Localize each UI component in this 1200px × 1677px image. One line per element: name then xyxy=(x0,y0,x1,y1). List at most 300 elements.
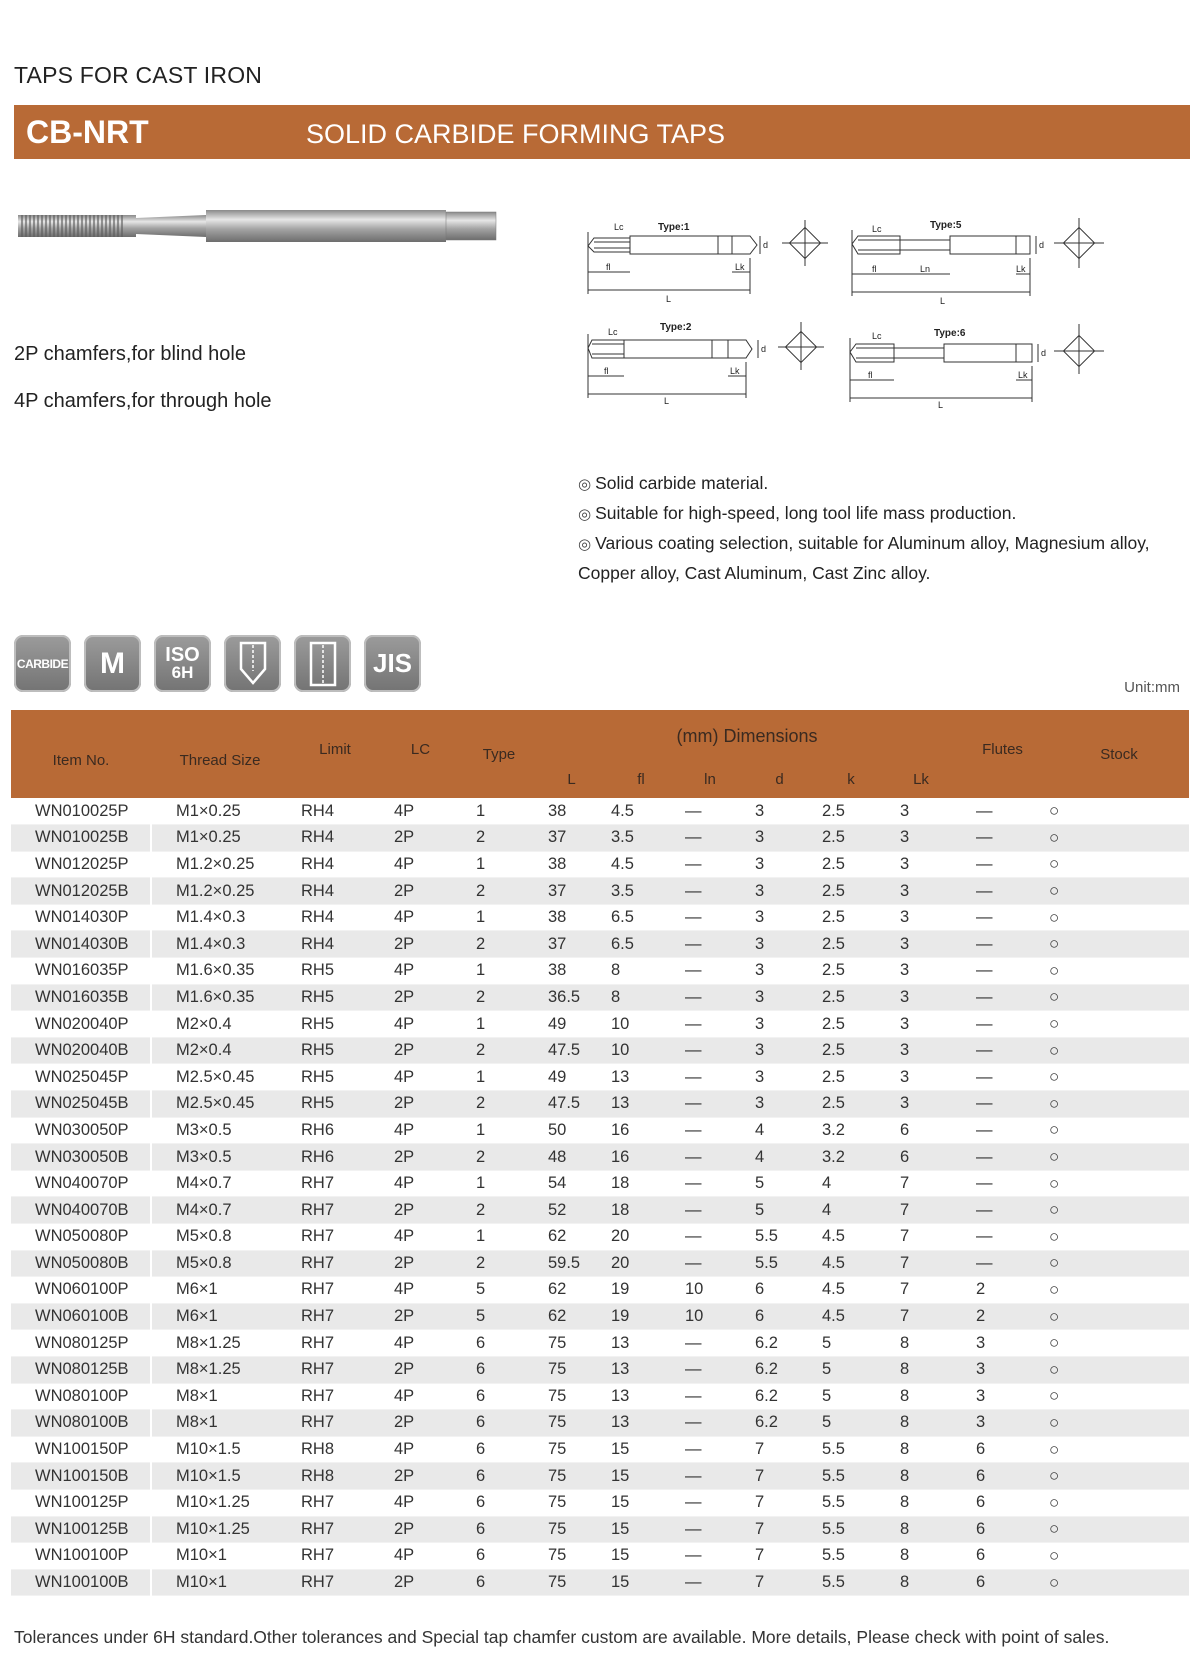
table-row xyxy=(11,1091,1189,1118)
cell-limit: RH7 xyxy=(289,1224,381,1251)
table-row xyxy=(11,1356,1189,1383)
cell-type: 6 xyxy=(460,1543,538,1570)
cell-limit: RH7 xyxy=(289,1197,381,1224)
l-label: L xyxy=(666,294,672,303)
cell-limit: RH7 xyxy=(289,1410,381,1437)
cell-item-no: WN040070B xyxy=(11,1197,151,1224)
cell-type: 1 xyxy=(460,958,538,985)
cell-item-no: WN100150P xyxy=(11,1436,151,1463)
bullet-icon: ◎ xyxy=(578,476,592,493)
cell-type: 2 xyxy=(460,1250,538,1277)
ln-label: Ln xyxy=(920,264,931,274)
table-row xyxy=(11,1410,1189,1437)
cell-limit: RH5 xyxy=(289,984,381,1011)
cell-square-lk: 8 xyxy=(886,1436,956,1463)
cell-shank-d: 3 xyxy=(743,958,816,985)
cell-type: 6 xyxy=(460,1463,538,1490)
cell-limit: RH4 xyxy=(289,825,381,852)
cell-item-no: WN010025B xyxy=(11,825,151,852)
table-row xyxy=(11,1064,1189,1091)
cell-flute-length: 13 xyxy=(605,1356,677,1383)
cell-item-no: WN025045B xyxy=(11,1091,151,1118)
cell-flute-length: 13 xyxy=(605,1064,677,1091)
table-row xyxy=(11,1170,1189,1197)
cell-square-lk: 3 xyxy=(886,1091,956,1118)
cell-flutes: — xyxy=(956,851,1049,878)
cell-flute-length: 19 xyxy=(605,1303,677,1330)
cell-flutes: — xyxy=(956,1117,1049,1144)
col-ln: ln xyxy=(704,771,716,788)
cell-flute-length: 4.5 xyxy=(605,798,677,825)
cell-stock: ○ xyxy=(1049,1064,1189,1091)
cell-stock: ○ xyxy=(1049,1516,1189,1543)
cell-thread-size: M6×1 xyxy=(151,1277,289,1304)
cell-limit: RH5 xyxy=(289,958,381,985)
cell-flute-length: 6.5 xyxy=(605,904,677,931)
cell-length-l: 38 xyxy=(538,958,605,985)
cell-item-no: WN080100P xyxy=(11,1383,151,1410)
cell-flutes: 3 xyxy=(956,1330,1049,1357)
cell-length-l: 75 xyxy=(538,1543,605,1570)
cell-neck-length: — xyxy=(677,1463,743,1490)
cell-item-no: WN100100B xyxy=(11,1569,151,1596)
lc-label: Lc xyxy=(872,331,882,341)
cell-square-k: 4 xyxy=(816,1197,886,1224)
cell-square-lk: 6 xyxy=(886,1117,956,1144)
cell-flute-length: 15 xyxy=(605,1569,677,1596)
cell-flute-length: 18 xyxy=(605,1197,677,1224)
cell-thread-size: M10×1.25 xyxy=(151,1489,289,1516)
cell-limit: RH5 xyxy=(289,1064,381,1091)
cell-square-lk: 7 xyxy=(886,1170,956,1197)
cell-flutes: 6 xyxy=(956,1543,1049,1570)
cell-limit: RH7 xyxy=(289,1250,381,1277)
cell-flutes: 6 xyxy=(956,1463,1049,1490)
cell-stock: ○ xyxy=(1049,1356,1189,1383)
type-5-diagram xyxy=(848,216,1108,306)
type-1-label: Type:1 xyxy=(658,222,690,233)
table-row xyxy=(11,1303,1189,1330)
col-thread-size: Thread Size xyxy=(179,751,261,769)
cell-lc: 2P xyxy=(381,825,460,852)
cell-shank-d: 3 xyxy=(743,798,816,825)
col-lc: LC xyxy=(410,740,431,758)
cell-stock: ○ xyxy=(1049,1383,1189,1410)
cell-lc: 2P xyxy=(381,1356,460,1383)
cell-limit: RH7 xyxy=(289,1356,381,1383)
cell-square-k: 2.5 xyxy=(816,851,886,878)
cell-shank-d: 3 xyxy=(743,1064,816,1091)
cell-lc: 2P xyxy=(381,1091,460,1118)
cell-square-k: 3.2 xyxy=(816,1144,886,1171)
cell-flutes: — xyxy=(956,931,1049,958)
cell-square-k: 5 xyxy=(816,1383,886,1410)
cell-flute-length: 15 xyxy=(605,1436,677,1463)
cell-flute-length: 16 xyxy=(605,1144,677,1171)
cell-length-l: 36.5 xyxy=(538,984,605,1011)
cell-lc: 4P xyxy=(381,1330,460,1357)
cell-shank-d: 5 xyxy=(743,1170,816,1197)
cell-flutes: 6 xyxy=(956,1516,1049,1543)
cell-stock: ○ xyxy=(1049,1250,1189,1277)
cell-shank-d: 3 xyxy=(743,851,816,878)
cell-item-no: WN014030P xyxy=(11,904,151,931)
cell-square-k: 2.5 xyxy=(816,1091,886,1118)
cell-flutes: — xyxy=(956,825,1049,852)
cell-square-lk: 7 xyxy=(886,1250,956,1277)
cell-shank-d: 7 xyxy=(743,1569,816,1596)
cell-stock: ○ xyxy=(1049,1303,1189,1330)
d-label: d xyxy=(1041,348,1047,358)
cell-square-k: 4.5 xyxy=(816,1303,886,1330)
cell-neck-length: — xyxy=(677,1064,743,1091)
cell-square-lk: 3 xyxy=(886,958,956,985)
cell-square-lk: 8 xyxy=(886,1489,956,1516)
cell-limit: RH7 xyxy=(289,1543,381,1570)
footer-note: Tolerances under 6H standard.Other tolerances and Special tap chamfer custom are available. More details, Please check with point of sales. xyxy=(14,1627,1110,1647)
cell-type: 2 xyxy=(460,825,538,852)
product-subtitle: SOLID CARBIDE FORMING TAPS xyxy=(306,119,726,149)
table-row xyxy=(11,798,1189,825)
col-k: k xyxy=(847,771,855,788)
cell-stock: ○ xyxy=(1049,1117,1189,1144)
cell-item-no: WN030050B xyxy=(11,1144,151,1171)
cell-stock: ○ xyxy=(1049,1144,1189,1171)
feature-item-continued: Copper alloy, Cast Aluminum, Cast Zinc alloy. xyxy=(578,563,931,583)
col-lk: Lk xyxy=(913,771,929,788)
cell-flute-length: 8 xyxy=(605,984,677,1011)
cell-lc: 2P xyxy=(381,1250,460,1277)
cell-lc: 2P xyxy=(381,1569,460,1596)
table-row xyxy=(11,1383,1189,1410)
cell-lc: 2P xyxy=(381,1410,460,1437)
cell-thread-size: M1.6×0.35 xyxy=(151,958,289,985)
lk-label: Lk xyxy=(1016,264,1026,274)
cell-type: 6 xyxy=(460,1356,538,1383)
metric-badge-icon: M xyxy=(84,635,141,692)
cell-lc: 4P xyxy=(381,1170,460,1197)
cell-square-lk: 8 xyxy=(886,1410,956,1437)
cell-limit: RH5 xyxy=(289,1091,381,1118)
cell-stock: ○ xyxy=(1049,1170,1189,1197)
cell-square-k: 5.5 xyxy=(816,1489,886,1516)
table-row xyxy=(11,1436,1189,1463)
cell-length-l: 38 xyxy=(538,798,605,825)
cell-item-no: WN080125P xyxy=(11,1330,151,1357)
table-row xyxy=(11,1144,1189,1171)
cell-length-l: 49 xyxy=(538,1011,605,1038)
cell-stock: ○ xyxy=(1049,1277,1189,1304)
cell-item-no: WN080125B xyxy=(11,1356,151,1383)
cell-flutes: 3 xyxy=(956,1383,1049,1410)
spec-table xyxy=(11,710,1189,1596)
feature-item xyxy=(578,468,768,500)
cell-neck-length: — xyxy=(677,904,743,931)
type-5-label: Type:5 xyxy=(930,220,962,231)
type-1-diagram xyxy=(582,218,832,303)
cell-type: 6 xyxy=(460,1489,538,1516)
cell-flute-length: 4.5 xyxy=(605,851,677,878)
cell-flutes: — xyxy=(956,1197,1049,1224)
through-hole-icon xyxy=(294,635,351,692)
cell-flutes: — xyxy=(956,958,1049,985)
cell-square-lk: 3 xyxy=(886,931,956,958)
iso-6h-badge-icon: ISO 6H xyxy=(154,635,211,692)
cell-thread-size: M1×0.25 xyxy=(151,825,289,852)
cell-length-l: 75 xyxy=(538,1410,605,1437)
cell-flutes: 2 xyxy=(956,1277,1049,1304)
table-row xyxy=(11,1117,1189,1144)
cell-square-lk: 8 xyxy=(886,1330,956,1357)
cell-shank-d: 4 xyxy=(743,1144,816,1171)
cell-type: 2 xyxy=(460,984,538,1011)
cell-limit: RH5 xyxy=(289,1011,381,1038)
cell-flutes: 6 xyxy=(956,1569,1049,1596)
cell-flute-length: 15 xyxy=(605,1516,677,1543)
cell-item-no: WN016035P xyxy=(11,958,151,985)
cell-shank-d: 6 xyxy=(743,1303,816,1330)
cell-type: 6 xyxy=(460,1516,538,1543)
fl-label: fl xyxy=(606,262,611,272)
cell-item-no: WN100100P xyxy=(11,1543,151,1570)
cell-lc: 4P xyxy=(381,1117,460,1144)
cell-stock: ○ xyxy=(1049,1489,1189,1516)
cell-lc: 2P xyxy=(381,878,460,905)
cell-stock: ○ xyxy=(1049,851,1189,878)
cell-shank-d: 3 xyxy=(743,984,816,1011)
cell-lc: 2P xyxy=(381,1303,460,1330)
cell-thread-size: M1.4×0.3 xyxy=(151,904,289,931)
cell-square-lk: 8 xyxy=(886,1543,956,1570)
cell-square-k: 2.5 xyxy=(816,1064,886,1091)
cell-flutes: — xyxy=(956,1011,1049,1038)
feature-text: Solid carbide material. xyxy=(595,473,769,493)
cell-flutes: — xyxy=(956,878,1049,905)
cell-stock: ○ xyxy=(1049,825,1189,852)
cell-thread-size: M4×0.7 xyxy=(151,1170,289,1197)
cell-length-l: 75 xyxy=(538,1489,605,1516)
cell-square-k: 5.5 xyxy=(816,1569,886,1596)
cell-stock: ○ xyxy=(1049,1037,1189,1064)
cell-square-k: 2.5 xyxy=(816,1011,886,1038)
page-category: TAPS FOR CAST IRON xyxy=(14,62,263,88)
cell-square-lk: 3 xyxy=(886,904,956,931)
cell-limit: RH7 xyxy=(289,1277,381,1304)
table-row xyxy=(11,984,1189,1011)
cell-square-k: 5.5 xyxy=(816,1436,886,1463)
cell-length-l: 47.5 xyxy=(538,1037,605,1064)
cell-lc: 4P xyxy=(381,1277,460,1304)
cell-neck-length: — xyxy=(677,1516,743,1543)
cell-length-l: 47.5 xyxy=(538,1091,605,1118)
cell-limit: RH8 xyxy=(289,1436,381,1463)
table-row xyxy=(11,1330,1189,1357)
cell-thread-size: M3×0.5 xyxy=(151,1117,289,1144)
cell-square-k: 5.5 xyxy=(816,1463,886,1490)
cell-lc: 4P xyxy=(381,1064,460,1091)
cell-square-lk: 3 xyxy=(886,878,956,905)
lk-label: Lk xyxy=(730,366,740,376)
table-row xyxy=(11,1516,1189,1543)
cell-thread-size: M1.4×0.3 xyxy=(151,931,289,958)
cell-flute-length: 3.5 xyxy=(605,878,677,905)
cell-stock: ○ xyxy=(1049,1091,1189,1118)
cell-square-k: 3.2 xyxy=(816,1117,886,1144)
cell-square-lk: 6 xyxy=(886,1144,956,1171)
table-row xyxy=(11,825,1189,852)
cell-stock: ○ xyxy=(1049,878,1189,905)
cell-thread-size: M10×1.25 xyxy=(151,1516,289,1543)
d-label: d xyxy=(763,240,769,250)
feature-item xyxy=(578,498,1016,530)
type-6-label: Type:6 xyxy=(934,328,966,339)
cell-item-no: WN020040P xyxy=(11,1011,151,1038)
cell-type: 6 xyxy=(460,1330,538,1357)
cell-lc: 4P xyxy=(381,904,460,931)
cell-length-l: 75 xyxy=(538,1356,605,1383)
cell-flutes: — xyxy=(956,1144,1049,1171)
lk-label: Lk xyxy=(735,262,745,272)
cell-neck-length: — xyxy=(677,1117,743,1144)
table-row xyxy=(11,1011,1189,1038)
cell-neck-length: — xyxy=(677,1383,743,1410)
cell-flute-length: 13 xyxy=(605,1410,677,1437)
cell-shank-d: 7 xyxy=(743,1516,816,1543)
cell-type: 2 xyxy=(460,1037,538,1064)
cell-lc: 4P xyxy=(381,1383,460,1410)
cell-lc: 2P xyxy=(381,1516,460,1543)
cell-shank-d: 5.5 xyxy=(743,1250,816,1277)
cell-thread-size: M8×1.25 xyxy=(151,1356,289,1383)
table-row xyxy=(11,1037,1189,1064)
cell-flutes: — xyxy=(956,984,1049,1011)
cell-square-k: 5.5 xyxy=(816,1516,886,1543)
cell-neck-length: — xyxy=(677,931,743,958)
cell-length-l: 38 xyxy=(538,851,605,878)
cell-neck-length: — xyxy=(677,825,743,852)
cell-limit: RH4 xyxy=(289,904,381,931)
cell-square-k: 2.5 xyxy=(816,1037,886,1064)
type-2-diagram xyxy=(578,318,828,406)
cell-length-l: 37 xyxy=(538,878,605,905)
table-row xyxy=(11,1224,1189,1251)
cell-length-l: 50 xyxy=(538,1117,605,1144)
cell-thread-size: M10×1.5 xyxy=(151,1463,289,1490)
cell-lc: 4P xyxy=(381,851,460,878)
cell-stock: ○ xyxy=(1049,958,1189,985)
cell-shank-d: 7 xyxy=(743,1543,816,1570)
cell-square-lk: 3 xyxy=(886,984,956,1011)
cell-stock: ○ xyxy=(1049,1543,1189,1570)
cell-square-lk: 3 xyxy=(886,825,956,852)
cell-neck-length: — xyxy=(677,798,743,825)
cell-neck-length: — xyxy=(677,1410,743,1437)
table-row xyxy=(11,1197,1189,1224)
cell-lc: 4P xyxy=(381,958,460,985)
cell-lc: 2P xyxy=(381,1197,460,1224)
cell-square-lk: 3 xyxy=(886,1064,956,1091)
cell-length-l: 75 xyxy=(538,1436,605,1463)
cell-thread-size: M10×1 xyxy=(151,1569,289,1596)
cell-length-l: 48 xyxy=(538,1144,605,1171)
cell-flute-length: 20 xyxy=(605,1250,677,1277)
cell-shank-d: 7 xyxy=(743,1489,816,1516)
cell-flutes: — xyxy=(956,1037,1049,1064)
cell-square-lk: 7 xyxy=(886,1277,956,1304)
cell-stock: ○ xyxy=(1049,1224,1189,1251)
cell-neck-length: — xyxy=(677,1543,743,1570)
cell-lc: 2P xyxy=(381,1463,460,1490)
cell-stock: ○ xyxy=(1049,904,1189,931)
table-row xyxy=(11,1463,1189,1490)
cell-thread-size: M3×0.5 xyxy=(151,1144,289,1171)
cell-neck-length: — xyxy=(677,1144,743,1171)
chamfer-note-blind: 2P chamfers,for blind hole xyxy=(14,343,246,365)
cell-square-lk: 7 xyxy=(886,1224,956,1251)
col-flutes: Flutes xyxy=(982,740,1023,758)
table-row xyxy=(11,851,1189,878)
cell-length-l: 52 xyxy=(538,1197,605,1224)
cell-flutes: — xyxy=(956,798,1049,825)
cell-type: 1 xyxy=(460,798,538,825)
cell-neck-length: — xyxy=(677,1436,743,1463)
cell-square-k: 5 xyxy=(816,1356,886,1383)
cell-item-no: WN060100P xyxy=(11,1277,151,1304)
cell-type: 1 xyxy=(460,1064,538,1091)
l-label: L xyxy=(664,396,670,406)
table-row xyxy=(11,904,1189,931)
cell-square-k: 2.5 xyxy=(816,798,886,825)
table-row xyxy=(11,958,1189,985)
cell-flute-length: 18 xyxy=(605,1170,677,1197)
cell-flute-length: 6.5 xyxy=(605,931,677,958)
cell-flute-length: 15 xyxy=(605,1543,677,1570)
cell-square-lk: 3 xyxy=(886,798,956,825)
cell-thread-size: M8×1 xyxy=(151,1410,289,1437)
cell-flute-length: 13 xyxy=(605,1091,677,1118)
cell-square-k: 2.5 xyxy=(816,904,886,931)
cell-type: 6 xyxy=(460,1569,538,1596)
table-body xyxy=(11,798,1189,1596)
cell-limit: RH6 xyxy=(289,1117,381,1144)
cell-neck-length: — xyxy=(677,1091,743,1118)
fl-label: fl xyxy=(872,264,877,274)
cell-thread-size: M8×1 xyxy=(151,1383,289,1410)
cell-thread-size: M2.5×0.45 xyxy=(151,1091,289,1118)
cell-shank-d: 3 xyxy=(743,904,816,931)
cell-shank-d: 3 xyxy=(743,1011,816,1038)
cell-stock: ○ xyxy=(1049,1463,1189,1490)
cell-lc: 4P xyxy=(381,1489,460,1516)
cell-length-l: 75 xyxy=(538,1383,605,1410)
type-6-diagram xyxy=(842,322,1108,410)
product-banner xyxy=(14,105,1190,159)
l-label: L xyxy=(938,400,944,410)
cell-shank-d: 5 xyxy=(743,1197,816,1224)
cell-neck-length: — xyxy=(677,1250,743,1277)
feature-text: Suitable for high-speed, long tool life mass production. xyxy=(595,503,1017,523)
cell-flutes: 3 xyxy=(956,1410,1049,1437)
col-item-no: Item No. xyxy=(52,751,110,769)
cell-flutes: — xyxy=(956,1091,1049,1118)
product-code: CB-NRT xyxy=(26,114,149,150)
cell-shank-d: 6.2 xyxy=(743,1410,816,1437)
cell-flute-length: 13 xyxy=(605,1383,677,1410)
cell-lc: 4P xyxy=(381,1224,460,1251)
cell-thread-size: M6×1 xyxy=(151,1303,289,1330)
fl-label: fl xyxy=(868,370,873,380)
cell-stock: ○ xyxy=(1049,1569,1189,1596)
